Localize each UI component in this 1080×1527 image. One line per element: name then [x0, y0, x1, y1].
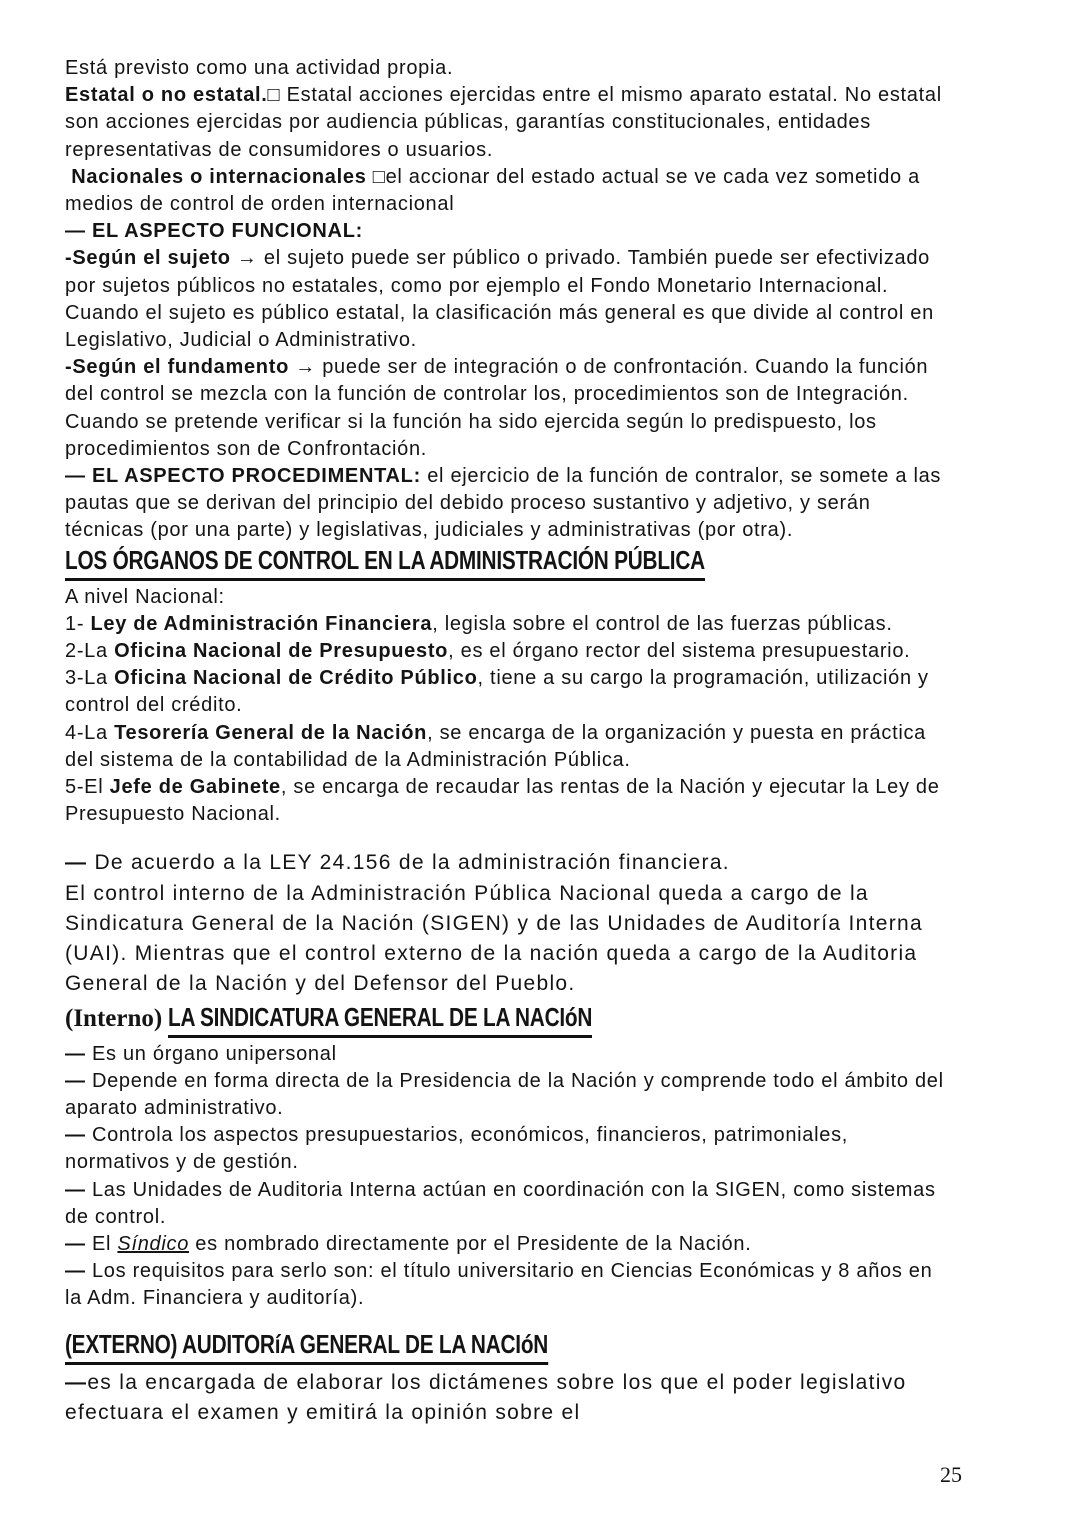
list-item	[65, 665, 953, 719]
text-run: Los requisitos para serlo son: el título universitario en Ciencias Económicas y 8 años en la Adm. Financiera y auditoría).	[65, 1260, 939, 1310]
text-run: es nombrado directamente por el Presidente de la Nación.	[189, 1232, 752, 1255]
text-run: , es el órgano rector del sistema presupuestario.	[448, 640, 911, 663]
text-run: es la encargada de elaborar los dictámenes sobre los que el poder legislativo efectuara el examen y emitirá la opinión sobre el	[65, 1370, 914, 1424]
paragraph	[65, 55, 953, 82]
text-run: Estatal o no estatal.	[65, 84, 268, 107]
text-run: □el accionar del estado actual se ve cada vez sometido a medios de control de orden internacional	[65, 165, 927, 216]
text-run: El	[91, 1232, 118, 1255]
text-run: (Interno)	[65, 1004, 169, 1032]
text-run: 4-La	[65, 721, 115, 744]
text-run: puede ser de integración o de confrontación. Cuando la función del control se mezcla con la función de controlar los, procedimientos son de Integración. Cuando se pretende verificar si la función ha sido ejercida según lo predispuesto, los procedimientos son de Confrontación.	[65, 356, 935, 460]
text-run: Síndico	[117, 1232, 190, 1255]
text-run: el sujeto puede ser público o privado. También puede ser efectivizado por sujetos públicos no estatales, como por ejemplo el Fondo Monetario Internacional. Cuando el sujeto es público estatal, la clasificación más general es que divide al control en Legislativo, Judicial o Administrativo.	[65, 247, 941, 352]
text-run: , tiene a su cargo la programación, utilización y control del crédito.	[65, 667, 935, 717]
section-heading-auditoria-general	[65, 1329, 953, 1368]
document-body	[65, 55, 953, 1428]
paragraph	[65, 164, 953, 218]
text-run: , legisla sobre el control de las fuerzas públicas.	[432, 612, 893, 635]
paragraph	[65, 848, 953, 878]
paragraph	[65, 1368, 953, 1428]
text-run: Controla los aspectos presupuestarios, económicos, financieros, patrimoniales, normativos y de gestión.	[65, 1124, 855, 1174]
bullet-item	[65, 1231, 953, 1258]
text-run: —	[65, 1260, 92, 1283]
heading-text: LOS ÓRGANOS DE CONTROL EN LA ADMINISTRACIÓN PÚBLICA	[65, 545, 705, 581]
text-run: —	[65, 1178, 92, 1201]
list-item	[65, 638, 953, 665]
text-run: Tesorería General de la Nación	[114, 721, 428, 744]
text-run: El control interno de la Administración Pública Nacional queda a cargo de la Sindicatura General de la Nación (SIGEN) y de las Unidades de Auditoría Interna (UAI). Mientras que el control externo de la nación queda a cargo de la Auditoria General de la Nación y del Defensor del Pueblo.	[65, 881, 931, 996]
bullet-item	[65, 1041, 953, 1068]
list-item	[65, 720, 953, 774]
bullet-item	[65, 1122, 953, 1176]
text-run: 1-	[65, 612, 91, 635]
text-run: —	[65, 851, 95, 875]
bullet-item	[65, 1258, 953, 1312]
text-run: , se encarga de la organización y puesta en práctica del sistema de la contabilidad de la Administración Pública.	[65, 721, 933, 771]
text-run: —	[65, 1124, 92, 1147]
text-run: 3-La	[65, 667, 115, 690]
bullet-item	[65, 1177, 953, 1231]
paragraph	[65, 218, 953, 245]
text-run: Ley de Administración Financiera	[90, 612, 433, 635]
text-run: □ Estatal acciones ejercidas entre el mismo aparato estatal. No estatal son acciones ejercidas por audiencia públicas, garantías constitucionales, entidades representativas de consumidores o usuarios.	[65, 84, 949, 161]
list-item	[65, 774, 953, 828]
text-run: Depende en forma directa de la Presidencia de la Nación y comprende todo el ámbito del aparato administrativo.	[65, 1069, 951, 1119]
text-run: —	[65, 1069, 92, 1092]
paragraph	[65, 354, 953, 463]
text-run: — EL ASPECTO FUNCIONAL:	[65, 220, 363, 243]
text-run: A nivel Nacional:	[65, 585, 225, 608]
heading-text: (EXTERNO) AUDITORíA GENERAL DE LA NACIóN	[65, 1329, 548, 1365]
text-run: 5-El	[65, 776, 110, 799]
text-run: el ejercicio de la función de contralor, se somete a las pautas que se derivan del principio del debido proceso sustantivo y adjetivo, y serán técnicas (por una parte) y legislativas, judiciales y administrativas (por otra).	[65, 465, 948, 542]
bullet-item	[65, 1068, 953, 1122]
list-item	[65, 611, 953, 638]
page-number: 25	[940, 1462, 962, 1487]
text-run: De acuerdo a la LEY 24.156 de la administración financiera.	[94, 851, 730, 875]
text-run: Las Unidades de Auditoria Interna actúan en coordinación con la SIGEN, como sistemas de control.	[65, 1178, 942, 1228]
text-run: -Según el sujeto →	[65, 247, 264, 270]
paragraph	[65, 245, 953, 354]
text-run: Oficina Nacional de Crédito Público	[114, 667, 478, 690]
paragraph	[65, 879, 953, 1000]
paragraph	[65, 463, 953, 545]
section-heading-organos-de-control	[65, 545, 953, 584]
text-run: Está previsto como una actividad propia.	[65, 57, 454, 79]
text-run: 2-La	[65, 640, 115, 663]
paragraph	[65, 82, 953, 164]
section-heading-sindicatura-general	[65, 1000, 953, 1041]
paragraph	[65, 584, 953, 611]
text-run: , se encarga de recaudar las rentas de la Nación y ejecutar la Ley de Presupuesto Nacional.	[65, 776, 946, 826]
text-run: Nacionales o internacionales	[65, 165, 367, 188]
text-run: Jefe de Gabinete	[109, 776, 281, 799]
text-run: —	[65, 1232, 92, 1255]
text-run: Oficina Nacional de Presupuesto	[114, 640, 449, 663]
text-run: Es un órgano unipersonal	[91, 1042, 337, 1065]
text-run: -Según el fundamento →	[65, 356, 323, 379]
text-run: —	[65, 1042, 92, 1065]
text-run: —	[65, 1370, 88, 1394]
text-run: — EL ASPECTO PROCEDIMENTAL:	[65, 465, 421, 488]
heading-text: LA SINDICATURA GENERAL DE LA NACIóN	[168, 1002, 592, 1038]
